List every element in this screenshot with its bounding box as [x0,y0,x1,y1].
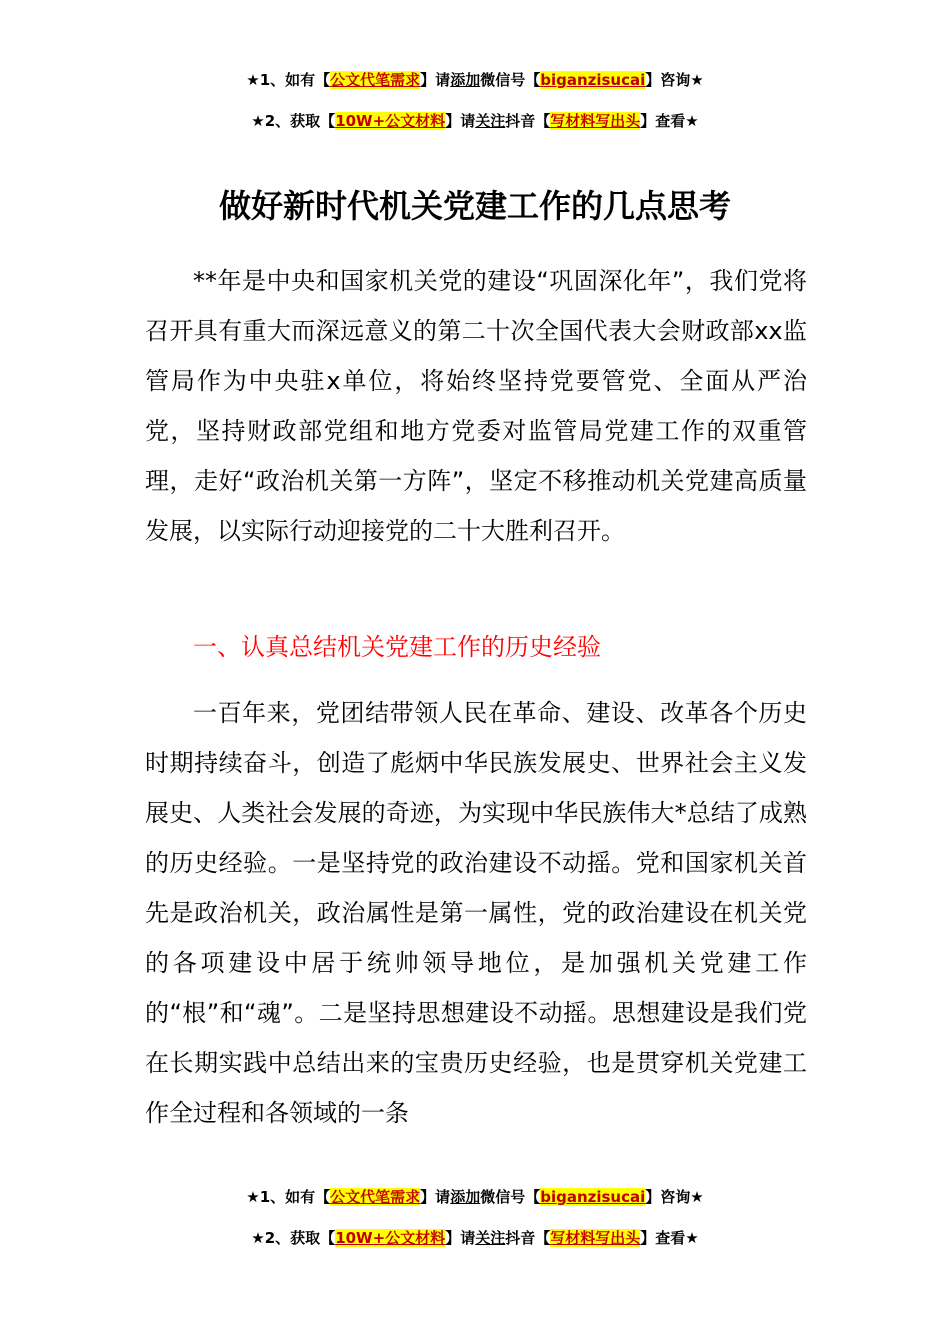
service-highlight: 公文代笔需求 [330,1188,421,1206]
douyin-highlight: 写材料写出头 [550,1229,641,1247]
douyin-highlight: 写材料写出头 [550,112,641,130]
document-title: 做好新时代机关党建工作的几点思考 [218,187,731,225]
bottom-banner-line1: ★1、如有【公文代笔需求】请添加微信号【biganzisucai】咨询★ [246,1188,704,1206]
section-heading: 一、认真总结机关党建工作的历史经验 [193,633,601,661]
materials-highlight: 10W+公文材料 [335,112,446,130]
wechat-id-highlight: biganzisucai [540,71,646,89]
top-banner-line2: ★2、获取【10W+公文材料】请关注抖音【写材料写出头】查看★ [251,112,699,130]
top-banner-line1: ★1、如有【公文代笔需求】请添加微信号【biganzisucai】咨询★ [246,71,704,89]
service-highlight: 公文代笔需求 [330,71,421,89]
materials-highlight: 10W+公文材料 [335,1229,446,1247]
wechat-id-highlight: biganzisucai [540,1188,646,1206]
section-body-paragraph: 一百年来，党团结带领人民在革命、建设、改革各个历史时期持续奋斗，创造了彪炳中华民族发展史、世界社会主义发展史、人类社会发展的奇迹，为实现中华民族伟大*总结了成熟的历史经验。一是坚持党的政治建设不动摇。党和国家机关首先是政治机关，政治属性是第一属性，党的政治建设在机关党的各项建设中居于统帅领导地位，是加强机关党建工作的“根”和“魂”。二是坚持思想建设不动摇。思想建设是我们党在长期实践中总结出来的宝贵历史经验，也是贯穿机关党建工作全过程和各领域的一条 [145,699,807,1127]
intro-paragraph: **年是中央和国家机关党的建设“巩固深化年”，我们党将召开具有重大而深远意义的第二十次全国代表大会财政部xx监管局作为中央驻x单位，将始终坚持党要管党、全面从严治党，坚持财政部党组和地方党委对监管局党建工作的双重管理，走好“政治机关第一方阵”，坚定不移推动机关党建高质量发展，以实际行动迎接党的二十大胜利召开。 [145,267,807,545]
bottom-banner-line2: ★2、获取【10W+公文材料】请关注抖音【写材料写出头】查看★ [251,1229,699,1247]
